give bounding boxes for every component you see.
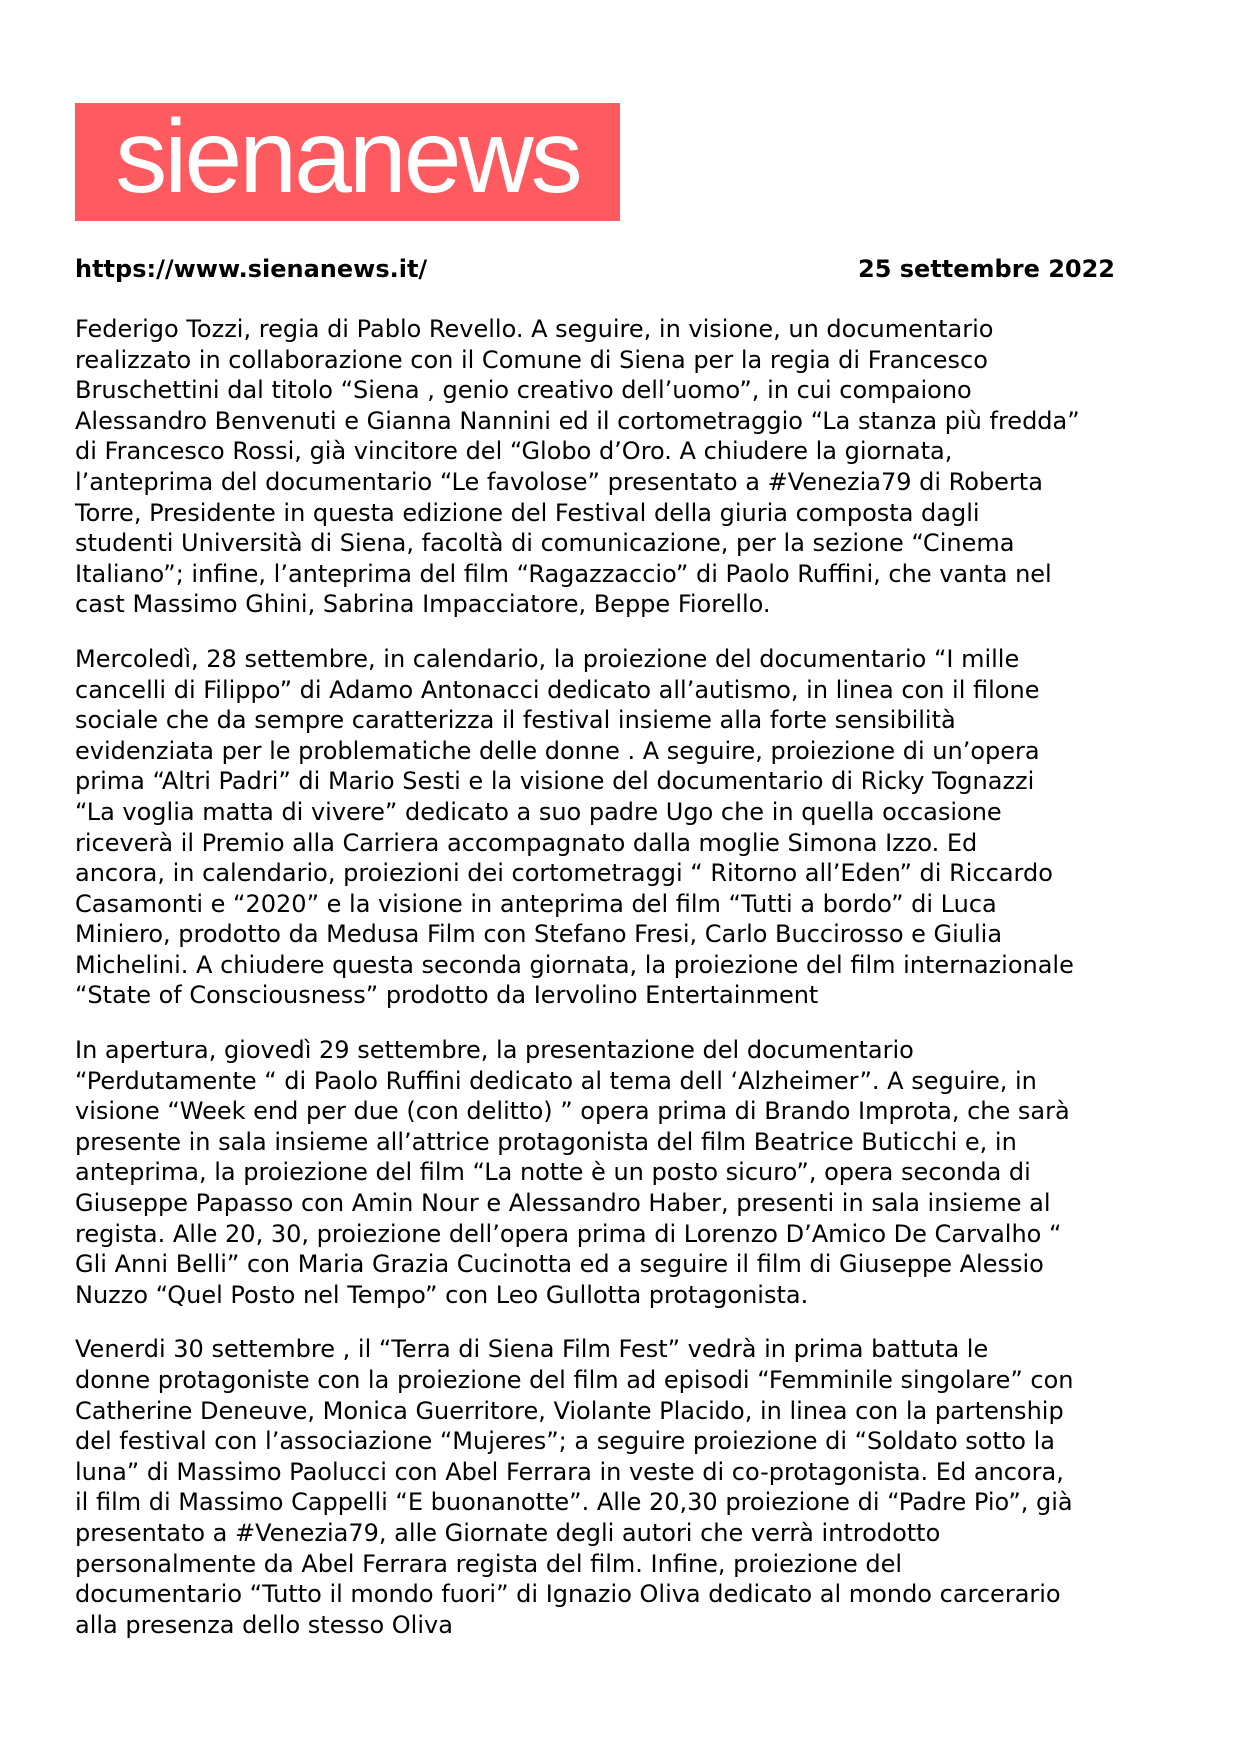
article-body [75,314,1135,1664]
article-paragraph: Mercoledì, 28 settembre, in calendario, la proiezione del documentario “I mille cancelli di Filippo” di Adamo Antonacci dedicato all’autismo, in linea con il filone sociale che da sempre caratterizza il festival insieme alla forte sensibilità evidenziata per le problematiche delle donne . A seguire, proiezione di un’opera prima “Altri Padri” di Mario Sesti e la visione del documentario di Ricky Tognazzi “La voglia matta di vivere” dedicato a suo padre Ugo che in quella occasione riceverà il Premio alla Carriera accompagnato dalla moglie Simona Izzo. Ed ancora, in calendario, proiezioni dei cortometraggi “ Ritorno all’Eden” di Riccardo Casamonti e “2020” e la visione in anteprima del film “Tutti a bordo” di Luca Miniero, prodotto da Medusa Film con Stefano Fresi, Carlo Buccirosso e Giulia Michelini. A chiudere questa seconda giornata, la proiezione del film internazionale “State of Consciousness” prodotto da Iervolino Entertainment [75,644,1074,1010]
logo-wordmark: sienanews [115,103,580,215]
publication-date: 25 settembre 2022 [858,255,1115,283]
article-paragraph: Federigo Tozzi, regia di Pablo Revello. A seguire, in visione, un documentario realizzato in collaborazione con il Comune di Siena per la regia di Francesco Bruschettini dal titolo “Siena , genio creativo dell’uomo”, in cui compaiono Alessandro Benvenuti e Gianna Nannini ed il cortometraggio “La stanza più fredda” di Francesco Rossi, già vincitore del “Globo d’Oro. A chiudere la giornata, l’anteprima del documentario “Le favolose” presentato a #Venezia79 di Roberta Torre, Presidente in questa edizione del Festival della giuria composta dagli studenti Università di Siena, facoltà di comunicazione, per la sezione “Cinema Italiano”; infine, l’anteprima del film “Ragazzaccio” di Paolo Ruffini, che vanta nel cast Massimo Ghini, Sabrina Impacciatore, Beppe Fiorello. [75,315,1080,619]
source-url: https://www.sienanews.it/ [75,255,428,283]
sienanews-logo [75,103,620,221]
article-paragraph: In apertura, giovedì 29 settembre, la presentazione del documentario “Perdutamente “ di Paolo Ruffini dedicato al tema dell ‘Alzheimer”. A seguire, in visione “Week end per due (con delitto) ” opera prima di Brando Improta, che sarà presente in sala insieme all’attrice protagonista del film Beatrice Buticchi e, in anteprima, la proiezione del film “La notte è un posto sicuro”, opera seconda di Giuseppe Papasso con Amin Nour e Alessandro Haber, presenti in sala insieme al regista. Alle 20, 30, proiezione dell’opera prima di Lorenzo D’Amico De Carvalho “ Gli Anni Belli” con Maria Grazia Cucinotta ed a seguire il film di Giuseppe Alessio Nuzzo “Quel Posto nel Tempo” con Leo Gullotta protagonista. [75,1036,1070,1309]
article-paragraph: Venerdi 30 settembre , il “Terra di Siena Film Fest” vedrà in prima battuta le donne protagoniste con la proiezione del film ad episodi “Femminile singolare” con Catherine Deneuve, Monica Guerritore, Violante Placido, in linea con la partenship del festival con l’associazione “Mujeres”; a seguire proiezione di “Soldato sotto la luna” di Massimo Paolucci con Abel Ferrara in veste di co-protagonista. Ed ancora, il film di Massimo Cappelli “E buonanotte”. Alle 20,30 proiezione di “Padre Pio”, già presentato a #Venezia79, alle Giornate degli autori che verrà introdotto personalmente da Abel Ferrara regista del film. Infine, proiezione del documentario “Tutto il mondo fuori” di Ignazio Oliva dedicato al mondo carcerario alla presenza dello stesso Oliva [75,1335,1074,1639]
source-header [75,254,1115,284]
